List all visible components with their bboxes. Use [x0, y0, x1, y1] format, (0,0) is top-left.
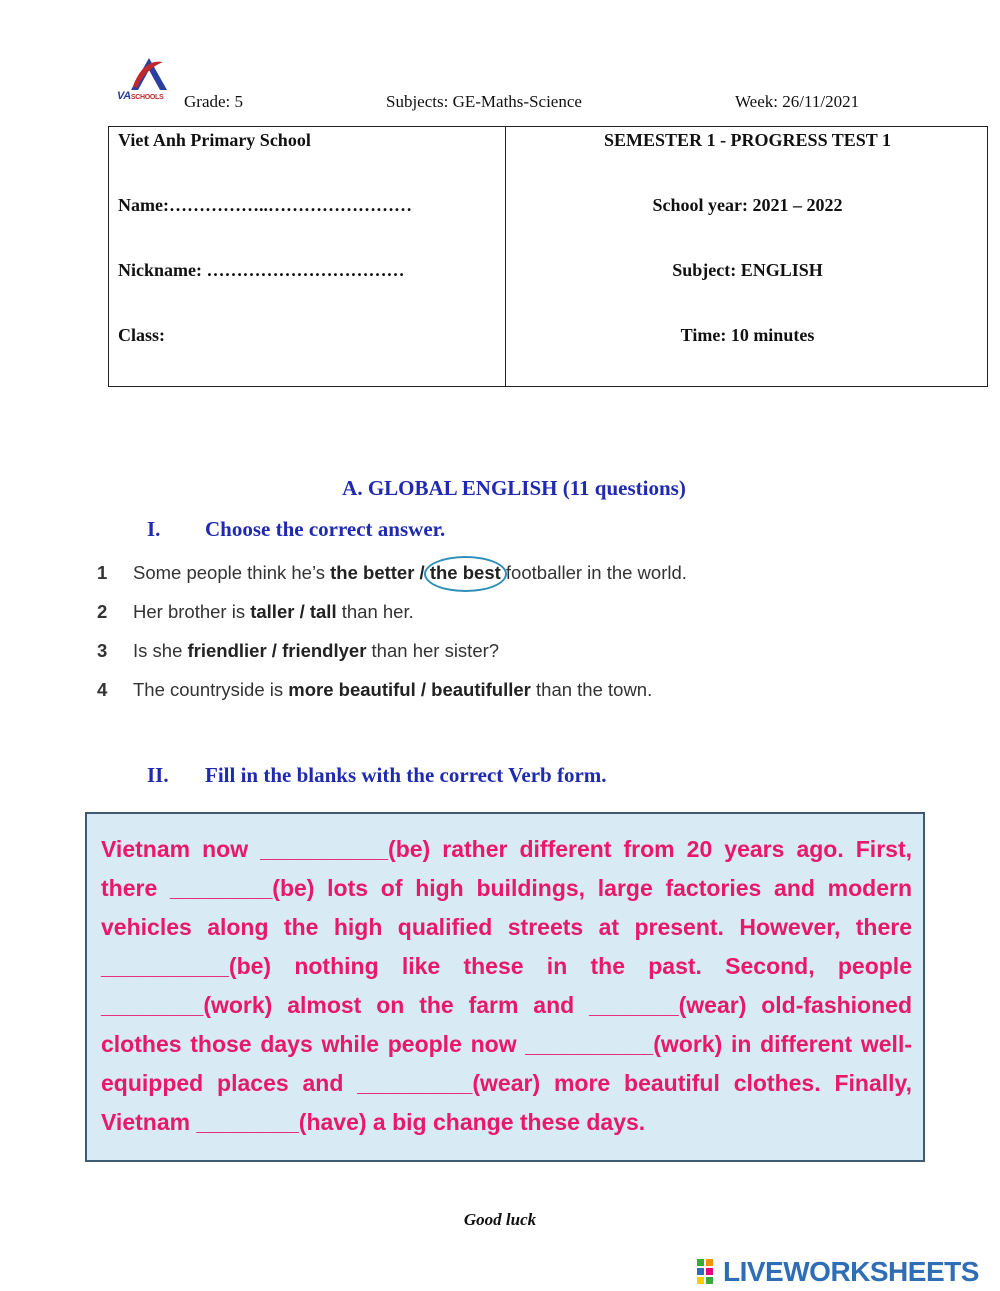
q4-option-2[interactable]: beautifuller [431, 679, 531, 700]
logo-text: VASCHOOLS [117, 90, 164, 102]
brand-wordmark: LIVEWORKSHEETS [723, 1256, 979, 1287]
info-table [108, 126, 988, 387]
fill-in-box [85, 812, 925, 1162]
q3-option-2[interactable]: friendlyer [282, 640, 367, 661]
grade-label: Grade: 5 [184, 92, 244, 111]
nickname-field[interactable]: Nickname: …………………………… [118, 260, 405, 280]
good-luck-text: Good luck [463, 1210, 537, 1229]
part1-numeral: I. [147, 517, 161, 541]
part2-numeral: II. [147, 763, 169, 787]
subjects-label: Subjects: GE-Maths-Science [386, 92, 582, 111]
question-3: 3 Is she friendlier / friendlyer than her sister? [97, 640, 500, 661]
q4-option-1[interactable]: more beautiful [288, 679, 416, 700]
part2-title: Fill in the blanks with the correct Verb form. [205, 763, 607, 787]
liveworksheets-logo-icon [697, 1259, 723, 1285]
q2-option-2[interactable]: tall [309, 601, 337, 622]
section-a-title: A. GLOBAL ENGLISH (11 questions) [342, 476, 686, 500]
q2-option-1[interactable]: taller [250, 601, 295, 622]
table-divider [505, 127, 506, 386]
time-label: Time: 10 minutes [680, 325, 815, 345]
test-title: SEMESTER 1 - PROGRESS TEST 1 [604, 130, 891, 150]
question-1: 1 Some people think he’s the better / the best footballer in the world. [97, 562, 687, 583]
liveworksheets-brand[interactable] [697, 1256, 979, 1286]
school-year: School year: 2021 – 2022 [652, 195, 843, 215]
q3-option-1[interactable]: friendlier [187, 640, 267, 661]
q1-option-1[interactable]: the better [330, 562, 415, 583]
name-field[interactable]: Name:……………..…………………… [118, 195, 412, 215]
school-logo [117, 56, 181, 108]
subject-label: Subject: ENGLISH [672, 260, 823, 280]
week-label: Week: 26/11/2021 [735, 92, 860, 111]
question-list [97, 562, 687, 718]
class-field[interactable]: Class: [118, 325, 166, 345]
q1-option-2-circled[interactable]: the best [429, 562, 501, 583]
question-4: 4 The countryside is more beautiful / beautifuller than the town. [97, 679, 653, 700]
fill-in-passage[interactable]: Vietnam now __________(be) rather different from 20 years ago. First, there ________(be) lots of high buildings, large factories and modern vehicles along the high qualified streets at present. However, there __________(be) nothing like these in the past. Second, people ________(work) almost on the farm and _______(wear) old-fashioned clothes those days while people now __________(work) in different well-equipped places and _________(wear) more beautiful clothes. Finally, Vietnam ________(have) a big change these days. [101, 836, 912, 1135]
va-schools-logo-icon [127, 56, 171, 92]
question-2: 2 Her brother is taller / tall than her. [97, 601, 414, 622]
part1-title: Choose the correct answer. [205, 517, 446, 541]
school-name: Viet Anh Primary School [118, 130, 311, 150]
